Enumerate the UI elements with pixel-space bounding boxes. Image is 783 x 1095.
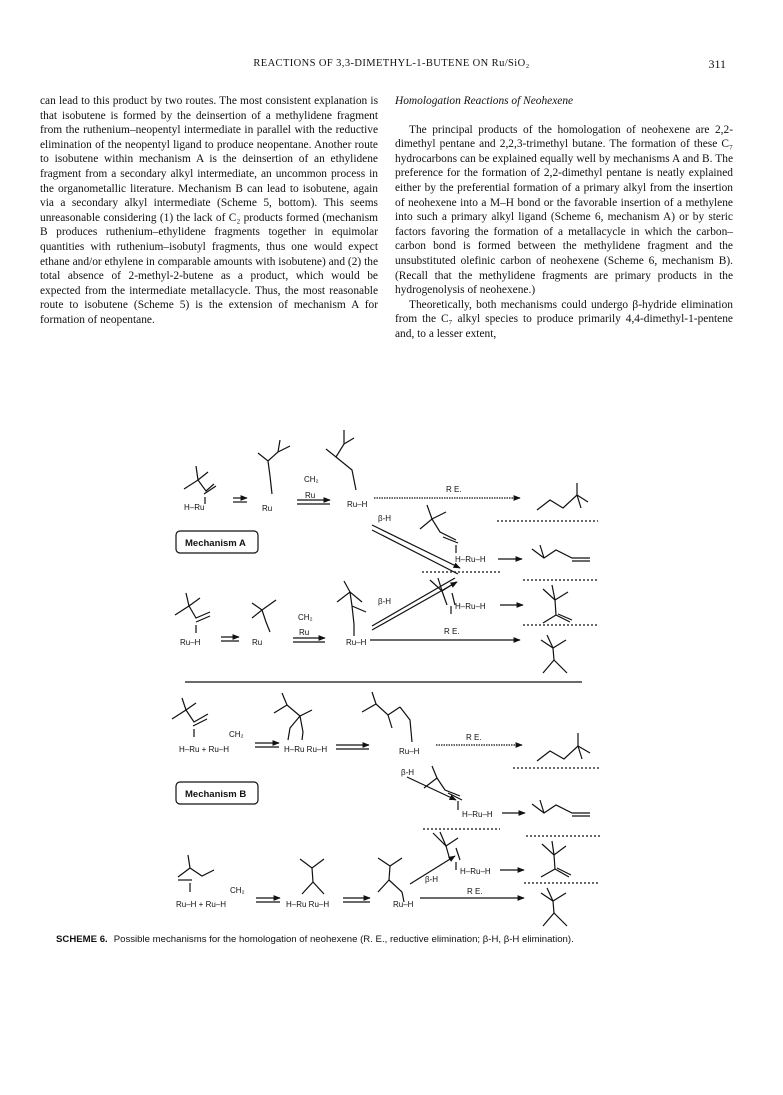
mechanism-a-box [176, 531, 258, 553]
page-header [0, 58, 783, 74]
right-paragraph-1: The principal products of the homologation of neohexene are 2,2-dimethyl pentane and 2,2,3-trimethyl butane. The formation of these C₇ hydrocarbons can be explained equally well by mechanisms A and B. The preference for the formation of 2,2-dimethyl pentane is neatly explained either by the preferential formation of a primary alkyl from the insertion of neohexene into a M–H bond or the favorable insertion of a methylene into such a primary alkyl ligand (Scheme 6, mechanism A) or by steric factors favoring the formation of a metallacycle in which the carbon–carbon bond is formed between the methylidene fragment and the unsubstituted olefinic carbon of neohexene (Scheme 6, mechanism B). (Recall that the methylidene fragments are primary products in the hydrogenolysis of neohexene.) [395, 123, 733, 297]
label-beta-h-a1: β-H [378, 514, 392, 523]
page-number: 311 [708, 57, 726, 71]
label-mechanism-b: Mechanism B [185, 789, 247, 800]
neohexene-structure-b1 [172, 698, 208, 737]
label-h-ru-h-a1: H–Ru–H [455, 555, 486, 564]
olefin-complex-b2 [433, 832, 460, 870]
olefin-complex-a2 [430, 578, 456, 614]
ru-alkyl-structure-a6 [337, 581, 366, 636]
ru-alkyl-structure-a5 [252, 600, 276, 632]
label-ru-a2: Ru [262, 504, 273, 513]
label-re-a1: R E. [446, 485, 462, 494]
metallacycle-structure-b5 [300, 859, 324, 894]
left-column [40, 94, 378, 328]
right-paragraph-2: Theoretically, both mechanisms could undergo β-hydride elimination from the C₇ alkyl species to produce primarily 4,4-dimethyl-1-pentene and, to a lesser extent, [395, 298, 733, 340]
running-head: REACTIONS OF 3,3-DIMETHYL-1-BUTENE ON Ru/SiO₂ [253, 58, 530, 69]
label-ch2-a5: CH₂ [298, 613, 313, 622]
dimethylpentene-product-a1 [532, 545, 590, 561]
scheme-caption [56, 934, 756, 945]
label-beta-h-b1: β-H [401, 768, 415, 777]
neohexene-structure-a1 [184, 466, 216, 504]
label-h-ru-h-a2: H–Ru–H [455, 602, 486, 611]
label-re-a2: R E. [444, 627, 460, 636]
dimethylpentane-product-a1 [537, 483, 588, 510]
label-h-ru-ru-h-b2: H–Ru Ru–H [284, 745, 328, 754]
label-re-b1: R E. [466, 733, 482, 742]
label-h-ru-h-b1: H–Ru–H [462, 810, 493, 819]
label-beta-h-a2: β-H [378, 597, 392, 606]
trimethylbutene-product-b1 [541, 841, 571, 877]
olefin-complex-b1 [424, 766, 462, 810]
ru-alkyl-structure-b6 [378, 858, 404, 902]
label-ru-a5: Ru [252, 638, 263, 647]
caption-text: Possible mechanisms for the homologation of neohexene (R. E., reductive elimination; β-H, β-H elimination). [113, 934, 574, 945]
section-title: Homologation Reactions of Neohexene [395, 95, 574, 107]
label-h-ru-ru-h-b5: H–Ru Ru–H [286, 900, 330, 909]
label-ru-a2b: Ru [305, 491, 316, 500]
label-ru-h-a3: Ru–H [347, 500, 368, 509]
label-h-ru-h-b2: H–Ru–H [460, 867, 491, 876]
label-ch2-b4: CH₂ [230, 886, 245, 895]
label-ru-h-a6: Ru–H [346, 638, 367, 647]
label-ru-h-b6: Ru–H [393, 900, 414, 909]
ru-alkyl-structure-a2 [258, 440, 290, 494]
label-ru-h-b3: Ru–H [399, 747, 420, 756]
olefin-complex-a1 [420, 505, 458, 553]
label-h-ru-a1: H–Ru [184, 503, 205, 512]
label-ru-h-a4: Ru–H [180, 638, 201, 647]
label-mechanism-a: Mechanism A [185, 538, 246, 549]
trimethylbutane-product-b1 [541, 888, 567, 926]
dimethylpentene-product-b1 [532, 800, 590, 816]
neohexene-structure-b4 [178, 855, 214, 892]
label-h-ru-plus-ru-h-b1: H–Ru + Ru–H [179, 745, 230, 754]
dimethylpentane-product-b1 [537, 733, 590, 761]
label-ch2-a2: CH₂ [304, 475, 319, 484]
trimethylbutene-product-a1 [543, 585, 572, 623]
label-ru-a5b: Ru [299, 628, 310, 637]
neohexene-structure-a4 [175, 593, 210, 633]
ru-alkyl-structure-b3 [362, 692, 412, 742]
caption-label: SCHEME 6. [56, 934, 108, 945]
label-beta-h-b2: β-H [425, 875, 439, 884]
label-re-b2: R E. [467, 887, 483, 896]
ru-alkyl-structure-a3 [326, 430, 356, 490]
right-column [395, 94, 733, 342]
mechanism-b-box [176, 782, 258, 804]
trimethylbutane-product-a1 [541, 635, 567, 673]
left-paragraph: can lead to this product by two routes. The most consistent explanation is that isobutene is formed by the deinsertion of a methylidene fragment from the ruthenium–neopentyl intermediate in parallel with the reductive elimination of the neopentyl ligand to produce neopentane. Another route to isobutene within mechanism A is the deinsertion of an ethylidene fragment from a secondary alkyl intermediate, an uncommon process in the organometallic literature. Mechanism B can lead to isobutene, again via a secondary alkyl intermediate (Scheme 5, bottom). This seems unreasonable considering (1) the lack of C₂ products formed (mechanism B produces ruthenium–ethylidene fragments together in equimolar quantities with ruthenium–isobutyl fragments, thus one would expect ethane and/or ethylene in comparable amounts with isobutene) and (2) the total absence of 2-methyl-2-butene as a product, which would be expected from the intermediate metallacycle. Thus, the most reasonable route to isobutene (Scheme 5) is the extension of mechanism A for formation of neopentane. [40, 95, 378, 326]
label-ch2-b1: CH₂ [229, 730, 244, 739]
metallacycle-structure-b2 [274, 693, 312, 740]
label-ru-h-plus-ru-h-b4: Ru–H + Ru–H [176, 900, 227, 909]
